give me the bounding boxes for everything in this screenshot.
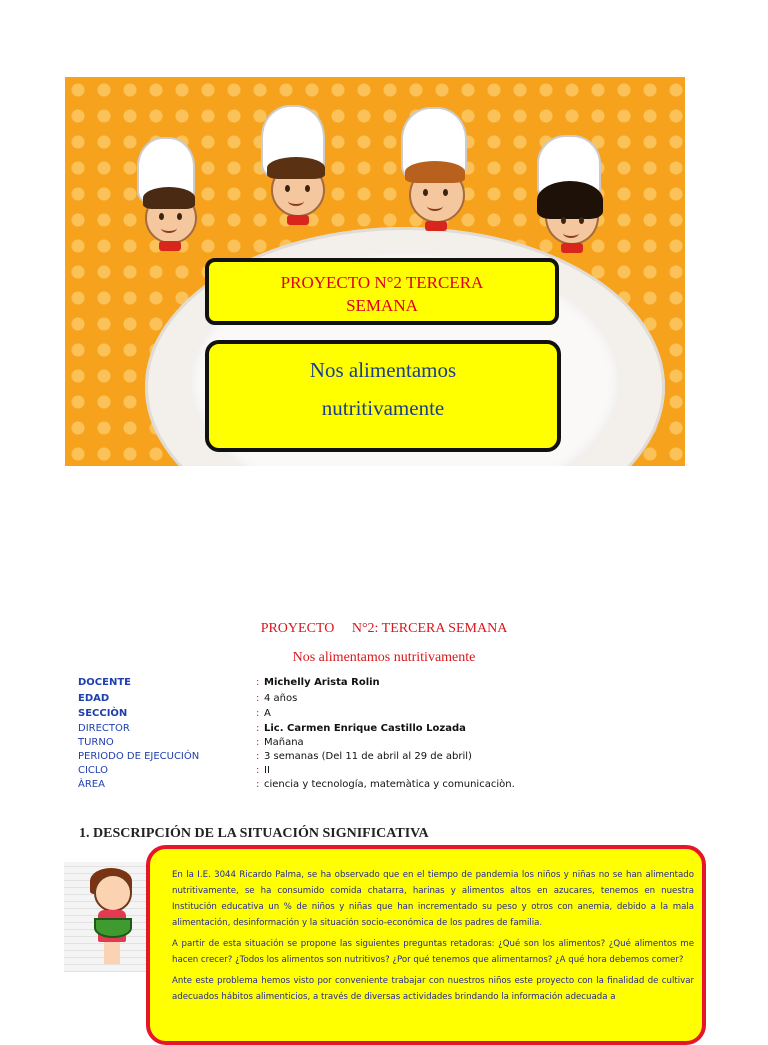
project-title: PROYECTO N°2: TERCERA SEMANA xyxy=(260,621,508,636)
info-colon: : xyxy=(256,677,260,688)
girl-eating-salad-illustration xyxy=(64,862,150,972)
info-value: A xyxy=(264,708,271,719)
info-colon: : xyxy=(256,737,260,748)
info-value: 4 años xyxy=(264,693,298,704)
info-label: TURNO xyxy=(78,737,114,748)
info-value: 3 semanas (Del 11 de abril al 29 de abril) xyxy=(264,751,472,762)
info-label: DIRECTOR xyxy=(78,723,130,734)
situation-paragraph: A partir de esta situación se propone las siguientes preguntas retadoras: ¿Qué son los alimentos? ¿Qué alimentos me hacen crecer? ¿Todos los alimentos son nutritivos? ¿Por qué tenemos que alimentarnos? ¿A qué hora debemos comer? xyxy=(172,939,694,965)
info-value: Mañana xyxy=(264,737,304,748)
info-label: EDAD xyxy=(78,693,110,704)
cover-banner xyxy=(65,77,685,466)
info-label: ÀREA xyxy=(78,779,105,790)
section-heading: 1. DESCRIPCIÓN DE LA SITUACIÓN SIGNIFICATIVA xyxy=(79,826,429,841)
project-name: Nos alimentamos nutritivamente xyxy=(292,650,476,665)
cover-subtitle-line2: nutritivamente xyxy=(321,396,445,420)
cover-title-line1: PROYECTO N°2 TERCERA xyxy=(280,273,484,292)
info-value: ciencia y tecnología, matemàtica y comunicaciòn. xyxy=(264,779,515,790)
info-label: CICLO xyxy=(78,765,108,776)
info-label: PERIODO DE EJECUCIÓN xyxy=(78,751,200,762)
info-colon: : xyxy=(256,693,260,704)
cover-title-box xyxy=(205,258,559,325)
cover-title-line2: SEMANA xyxy=(346,296,418,315)
situation-paragraph: En la I.E. 3044 Ricardo Palma, se ha observado que en el tiempo de pandemia los niños y niñas no se han alimentado nutritivamente, se ha consumido comida chatarra, harinas y alimentos altos en azucares, tenemos en nuestra Institución educativa un % de niños y niñas que han incrementado su peso y otros con anemia, debido a la mala alimentación, desinformación y la situación socio-económica de los padres de familia. xyxy=(172,870,694,928)
info-label: DOCENTE xyxy=(78,677,131,688)
info-value: Michelly Arista Rolin xyxy=(264,677,380,688)
info-value: II xyxy=(264,765,270,776)
info-label: SECCIÒN xyxy=(78,708,128,719)
situation-description-box xyxy=(146,845,706,1045)
cover-subtitle-line1: Nos alimentamos xyxy=(309,358,457,382)
info-colon: : xyxy=(256,751,260,762)
cover-subtitle-box xyxy=(205,340,561,452)
info-colon: : xyxy=(256,723,260,734)
info-value: Lic. Carmen Enrique Castillo Lozada xyxy=(264,723,466,734)
info-colon: : xyxy=(256,765,260,776)
situation-paragraph: Ante este problema hemos visto por conveniente trabajar con nuestros niños este proyecto con la finalidad de cultivar adecuados hábitos alimenticios, a través de diversas actividades brindando la información adecuada a xyxy=(172,976,694,1002)
info-colon: : xyxy=(256,708,260,719)
info-colon: : xyxy=(256,779,260,790)
